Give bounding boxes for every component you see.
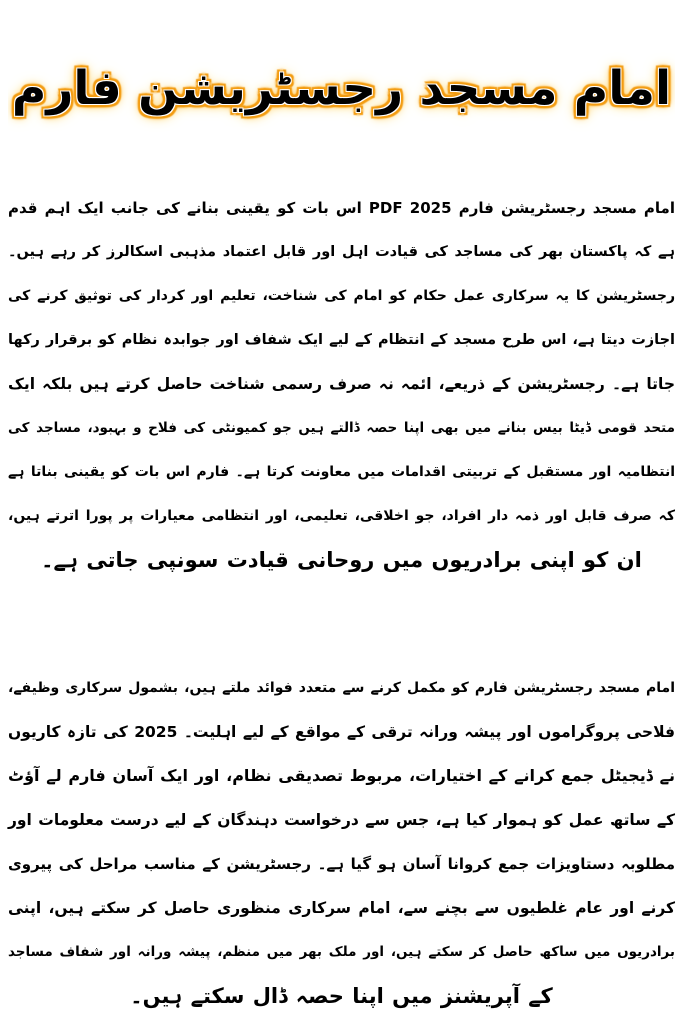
page-title: امام مسجد رجسٹریشن فارم: [11, 60, 672, 116]
paragraph-intro: [8, 186, 675, 582]
paragraph-line: متحد قومی ڈیٹا بیس بنانے میں بھی اپنا حصہ ڈالتے ہیں جو کمیونٹی کی فلاح و بہبود، مساجد کی: [8, 420, 675, 436]
paragraph-line: اجازت دیتا ہے، اس طرح مسجد کے انتظام کے لیے ایک شفاف اور جوابدہ نظام کو برقرار رکھا: [8, 332, 675, 348]
paragraph-line: فلاحی پروگراموں اور پیشہ ورانہ ترقی کے مواقع کے لیے اہلیت۔ 2025 کی تازہ کاریوں: [8, 723, 675, 741]
paragraph-line: انتظامیہ اور مستقبل کے تربیتی اقدامات میں معاونت کرتا ہے۔ فارم اس بات کو یقینی بناتا ہے: [8, 464, 675, 480]
paragraph-line: ان کو اپنی برادریوں میں روحانی قیادت سونپی جاتی ہے۔: [41, 548, 642, 572]
paragraph-line: ہے کہ پاکستان بھر کی مساجد کی قیادت اہل اور قابل اعتماد مذہبی اسکالرز کر رہے ہیں۔: [8, 244, 675, 260]
paragraph-line: کہ صرف قابل اور ذمہ دار افراد، جو اخلاقی، تعلیمی، اور انتظامی معیارات پر پورا اترتے ہیں،: [8, 508, 675, 524]
paragraph-line: رجسٹریشن کا یہ سرکاری عمل حکام کو امام کی شناخت، تعلیم اور کردار کی توثیق کرنے کی: [8, 288, 675, 304]
article-body: [8, 186, 675, 1018]
paragraph-line: امام مسجد رجسٹریشن فارم PDF 2025 اس بات کو یقینی بنانے کی جانب ایک اہم قدم: [8, 199, 675, 217]
paragraph-line: امام مسجد رجسٹریشن فارم کو مکمل کرنے سے متعدد فوائد ملتے ہیں، بشمول سرکاری وظیفے،: [8, 680, 675, 696]
paragraph-line: کرنے اور عام غلطیوں سے بچنے سے، امام سرکاری منظوری حاصل کر سکتے ہیں، اپنی: [8, 899, 675, 917]
paragraph-line: برادریوں میں ساکھ حاصل کر سکتے ہیں، اور ملک بھر میں منظم، پیشہ ورانہ اور شفاف مساجد: [8, 944, 675, 960]
paragraph-line: نے ڈیجیٹل جمع کرانے کے اختیارات، مربوط تصدیقی نظام، اور ایک آسان فارم لے آؤٹ: [8, 766, 675, 785]
paragraph-line: کے ساتھ عمل کو ہموار کیا ہے، جس سے درخواست دہندگان کے لیے درست معلومات اور: [8, 811, 675, 829]
paragraph-line: مطلوبہ دستاویزات جمع کروانا آسان ہو گیا ہے۔ رجسٹریشن کے مناسب مراحل کی پیروی: [8, 855, 675, 873]
paragraph-line: کے آپریشنز میں اپنا حصہ ڈال سکتے ہیں۔: [130, 984, 553, 1008]
paragraph-line: جاتا ہے۔ رجسٹریشن کے ذریعے، ائمہ نہ صرف رسمی شناخت حاصل کرتے ہیں بلکہ ایک: [8, 375, 675, 393]
paragraph-benefits: [8, 666, 675, 1018]
